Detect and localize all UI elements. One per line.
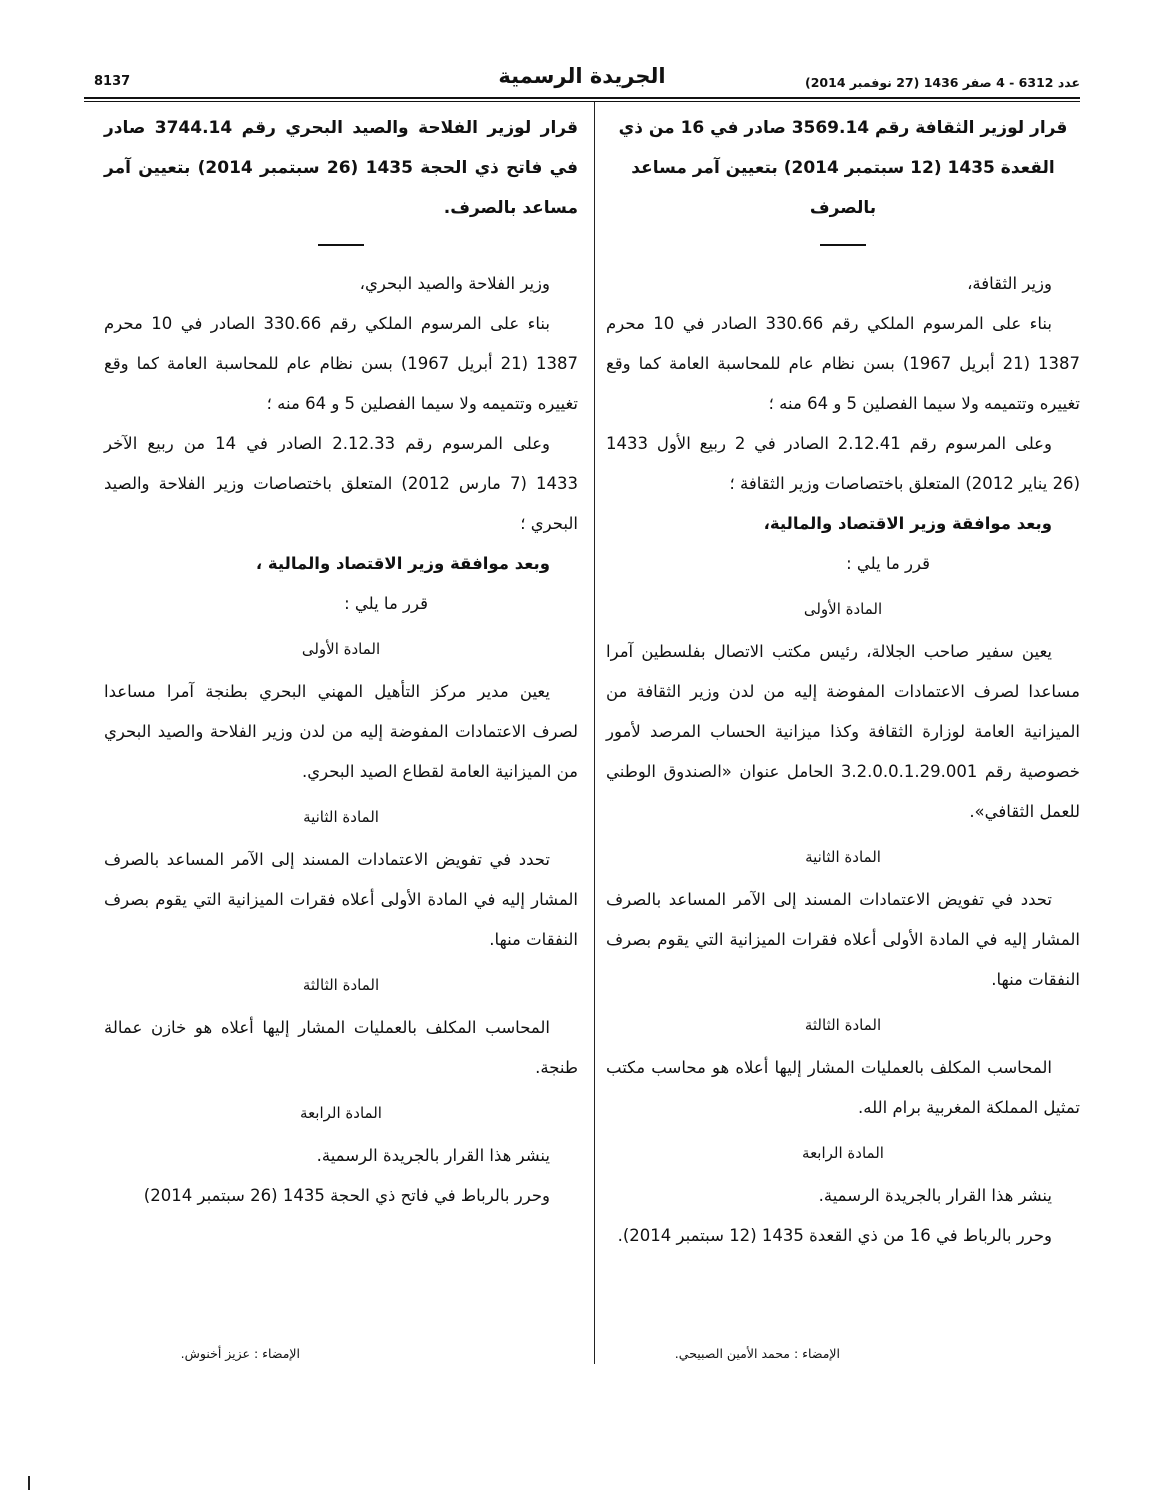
article-4-title: المادة الرابعة (802, 1144, 884, 1162)
title-separator (820, 244, 866, 246)
article-4-text: ينشر هذا القرار بالجريدة الرسمية. (818, 1186, 1052, 1205)
preamble-3: وبعد موافقة وزير الاقتصاد والمالية ، (255, 554, 550, 573)
preamble-1: بناء على المرسوم الملكي رقم 330.66 الصادر في 10 محرم 1387 (21 أبريل 1967) بسن نظام عام للمحاسبة العامة كما وقع تغييره وتتميمه ولا سيما الفصلين 5 و 64 منه ؛ (104, 314, 579, 413)
article-3-title: المادة الثالثة (804, 1016, 882, 1034)
article-1-title: المادة الأولى (803, 600, 883, 618)
article-3-text: المحاسب المكلف بالعمليات المشار إليها أعلاه هو محاسب مكتب تمثيل المملكة المغربية برام الله. (606, 1058, 1080, 1117)
gazette-title: الجريدة الرسمية (498, 64, 666, 88)
minister-line: وزير الفلاحة والصيد البحري، (359, 274, 550, 293)
column-divider (594, 102, 595, 1364)
header-rule (84, 97, 1080, 99)
decree-title: قرار لوزير الفلاحة والصيد البحري رقم 3744.14 صادر في فاتح ذي الحجة 1435 (26 سبتمبر 2014) بتعيين آمر مساعد بالصرف. (104, 118, 578, 218)
article-1-title: المادة الأولى (301, 640, 381, 658)
decided-line: قرر ما يلي : (846, 554, 930, 573)
article-2-title: المادة الثانية (303, 808, 379, 826)
scan-mark (28, 1476, 30, 1490)
decree-title: قرار لوزير الثقافة رقم 3569.14 صادر في 16 من ذي القعدة 1435 (12 سبتمبر 2014) بتعيين آمر مساعد بالصرف (618, 118, 1068, 218)
issue-info: عدد 6312 - 4 صفر 1436 (27 نوفمبر 2014) (805, 75, 1080, 90)
article-4-title: المادة الرابعة (300, 1104, 382, 1122)
signature-agriculture: الإمضاء : عزيز أخنوش. (180, 1346, 300, 1361)
article-1-text: يعين سفير صاحب الجلالة، رئيس مكتب الاتصال بفلسطين آمرا مساعدا لصرف الاعتمادات المفوضة إليه من لدن وزير الثقافة من الميزانية العامة لوزارة الثقافة وكذا ميزانية الحساب المرصد لأمور خصوصية رقم 3.2.0.0.1.29.001 الحامل عنوان «الصندوق الوطني للعمل الثقافي». (606, 642, 1080, 821)
minister-line: وزير الثقافة، (967, 274, 1052, 293)
title-separator (318, 244, 364, 246)
article-2-text: تحدد في تفويض الاعتمادات المسند إلى الآمر المساعد بالصرف المشار إليه في المادة الأولى أعلاه فقرات الميزانية التي يقوم بصرف النفقات منها. (104, 850, 578, 949)
header-rule-thin (84, 101, 1080, 102)
signature-culture: الإمضاء : محمد الأمين الصبيحي. (674, 1346, 840, 1361)
article-1-text: يعين مدير مركز التأهيل المهني البحري بطنجة آمرا مساعدا لصرف الاعتمادات المفوضة إليه من لدن وزير الفلاحة والصيد البحري من الميزانية العامة لقطاع الصيد البحري. (104, 682, 578, 781)
closing-line: وحرر بالرباط في 16 من ذي القعدة 1435 (12 سبتمبر 2014). (617, 1226, 1052, 1245)
article-2-title: المادة الثانية (805, 848, 881, 866)
page-number: 8137 (94, 74, 131, 89)
preamble-2: وعلى المرسوم رقم 2.12.33 الصادر في 14 من ربيع الآخر 1433 (7 مارس 2012) المتعلق باختصاصات وزير الفلاحة والصيد البحري ؛ (104, 434, 578, 533)
decree-agriculture-column (104, 108, 578, 1216)
preamble-3: وبعد موافقة وزير الاقتصاد والمالية، (763, 514, 1052, 533)
article-2-text: تحدد في تفويض الاعتمادات المسند إلى الآمر المساعد بالصرف المشار إليه في المادة الأولى أعلاه فقرات الميزانية التي يقوم بصرف النفقات منها. (606, 890, 1080, 989)
closing-line: وحرر بالرباط في فاتح ذي الحجة 1435 (26 سبتمبر 2014) (143, 1186, 550, 1205)
decided-line: قرر ما يلي : (344, 594, 428, 613)
decree-culture-column (606, 108, 1080, 1256)
article-3-title: المادة الثالثة (302, 976, 380, 994)
page-header (84, 62, 1080, 94)
article-4-text: ينشر هذا القرار بالجريدة الرسمية. (316, 1146, 550, 1165)
preamble-2: وعلى المرسوم رقم 2.12.41 الصادر في 2 ربيع الأول 1433 (26 يناير 2012) المتعلق باختصاصات وزير الثقافة ؛ (606, 434, 1080, 493)
article-3-text: المحاسب المكلف بالعمليات المشار إليها أعلاه هو خازن عمالة طنجة. (104, 1018, 578, 1077)
preamble-1: بناء على المرسوم الملكي رقم 330.66 الصادر في 10 محرم 1387 (21 أبريل 1967) بسن نظام عام للمحاسبة العامة كما وقع تغييره وتتميمه ولا سيما الفصلين 5 و 64 منه ؛ (606, 314, 1081, 413)
